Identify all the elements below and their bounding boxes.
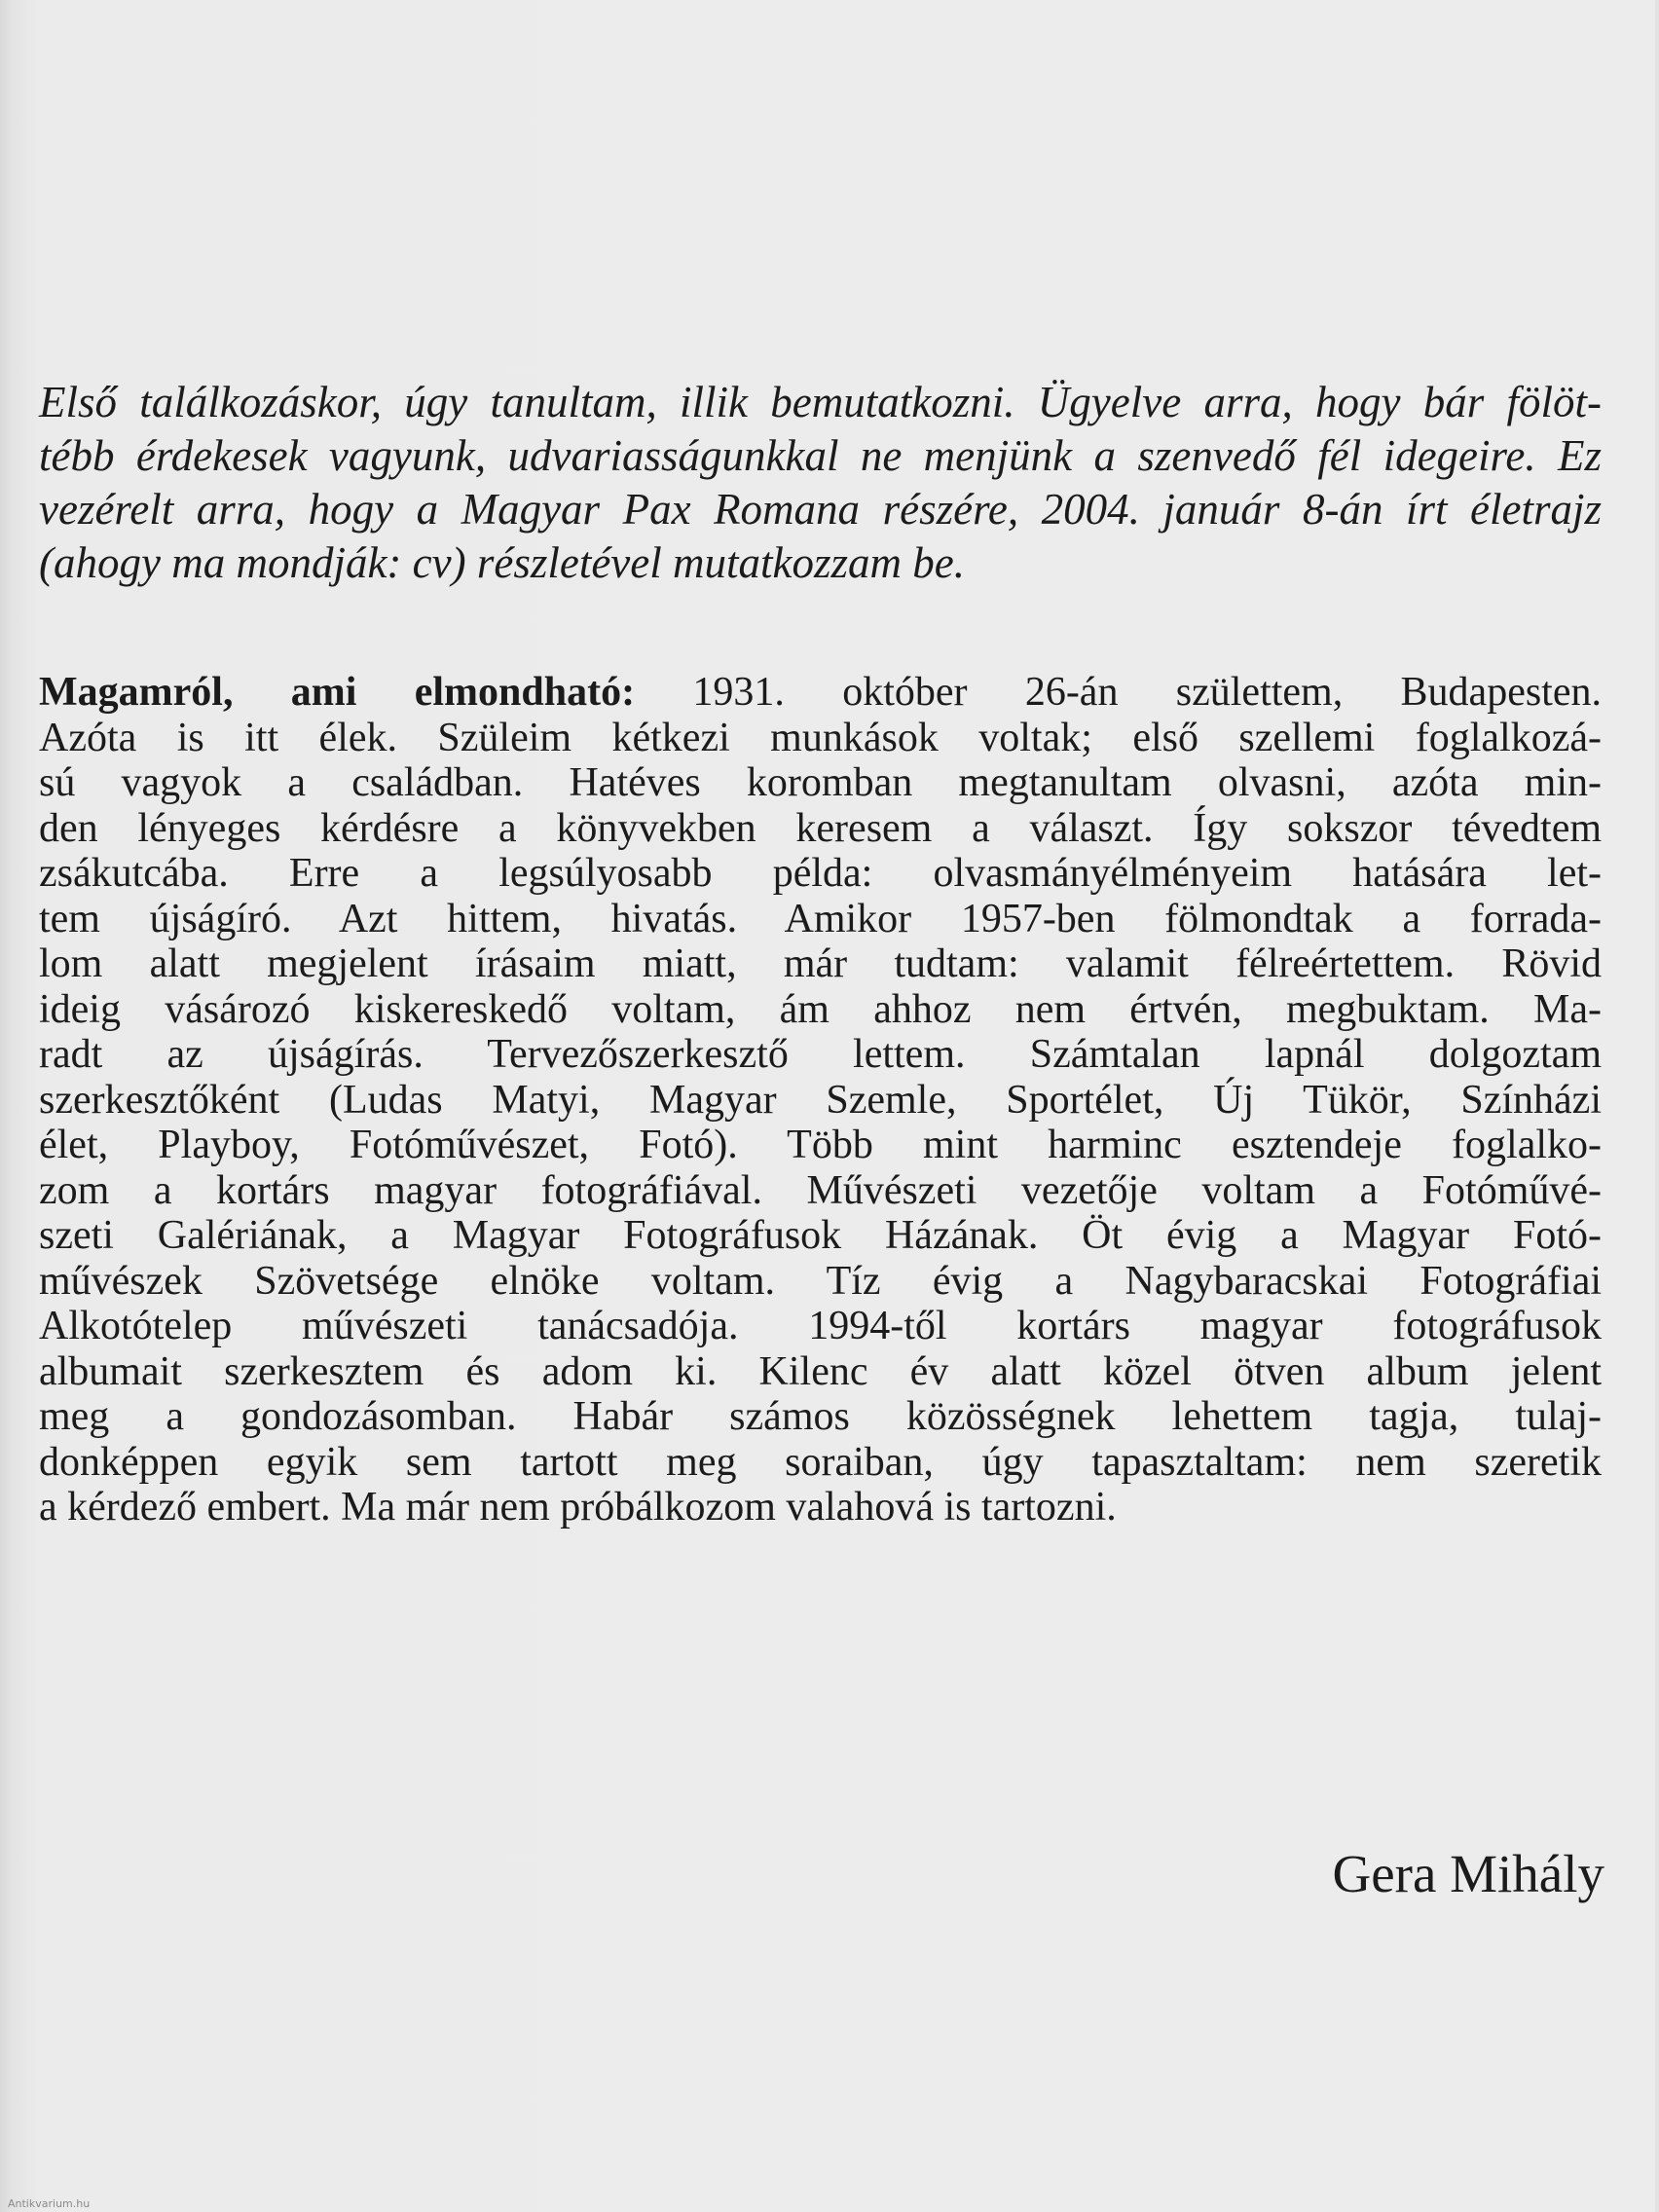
body-line: művészek Szövetsége elnöke voltam. Tíz évig a Nagybaracskai Fotográfiai xyxy=(39,1258,1602,1304)
body-line: zom a kortárs magyar fotográfiával. Művészeti vezetője voltam a Fotóművé- xyxy=(39,1167,1602,1213)
body-line: szerkesztőként (Ludas Matyi, Magyar Szemle, Sportélet, Új Tükör, Színházi xyxy=(39,1077,1602,1123)
body-line: donképpen egyik sem tartott meg soraiban, úgy tapasztaltam: nem szeretik xyxy=(39,1439,1602,1485)
body-line-text: 1931. október 26-án születtem, Budapesten. xyxy=(635,670,1602,715)
page-edge xyxy=(1655,0,1659,2212)
intro-line: (ahogy ma mondják: cv) részletével mutatkozzam be. xyxy=(39,538,965,587)
body-line: élet, Playboy, Fotóművészet, Fotó). Több mint harminc esztendeje foglalko- xyxy=(39,1123,1602,1167)
intro-paragraph xyxy=(39,376,1602,590)
body-line: albumait szerkesztem és adom ki. Kilenc év alatt közel ötven album jelent xyxy=(39,1348,1602,1394)
body-line: tem újságíró. Azt hittem, hivatás. Amikor 1957-ben fölmondtak a forrada- xyxy=(39,896,1602,941)
body-line: zsákutcába. Erre a legsúlyosabb példa: olvasmányélményeim hatására let- xyxy=(39,851,1602,896)
watermark: Antikvarium.hu xyxy=(8,2197,91,2210)
biography-lead: Magamról, ami elmondható: xyxy=(39,670,636,715)
body-line: meg a gondozásomban. Habár számos közösségnek lehettem tagja, tulaj- xyxy=(39,1394,1602,1439)
body-line xyxy=(39,670,1602,716)
intro-line: Első találkozáskor, úgy tanultam, illik bemutatkozni. Ügyelve arra, hogy bár fölöt- xyxy=(39,378,1602,426)
body-line: a kérdező embert. Ma már nem próbálkozom valahová is tartozni. xyxy=(39,1485,1117,1530)
author-signature: Gera Mihály xyxy=(1332,1844,1604,1903)
biography-paragraph xyxy=(39,670,1602,1530)
intro-line: vezérelt arra, hogy a Magyar Pax Romana részére, 2004. január 8-án írt életrajz xyxy=(39,485,1602,534)
body-line: den lényeges kérdésre a könyvekben keresem a választ. Így sokszor tévedtem xyxy=(39,805,1602,851)
body-line: Alkotótelep művészeti tanácsadója. 1994-től kortárs magyar fotográfusok xyxy=(39,1304,1602,1348)
body-line: radt az újságírás. Tervezőszerkesztő lettem. Számtalan lapnál dolgoztam xyxy=(39,1032,1602,1077)
body-line: Azóta is itt élek. Szüleim kétkezi munkások voltak; első szellemi foglalkozá- xyxy=(39,715,1602,760)
body-line: szeti Galériának, a Magyar Fotográfusok Házának. Öt évig a Magyar Fotó- xyxy=(39,1213,1602,1258)
body-line: sú vagyok a családban. Hatéves koromban megtanultam olvasni, azóta min- xyxy=(39,760,1602,805)
intro-line: tébb érdekesek vagyunk, udvariasságunkkal ne menjünk a szenvedő fél idegeire. Ez xyxy=(39,431,1602,480)
body-line: ideig vásározó kiskereskedő voltam, ám ahhoz nem értvén, megbuktam. Ma- xyxy=(39,986,1602,1032)
body-line: lom alatt megjelent írásaim miatt, már tudtam: valamit félreértettem. Rövid xyxy=(39,941,1602,986)
